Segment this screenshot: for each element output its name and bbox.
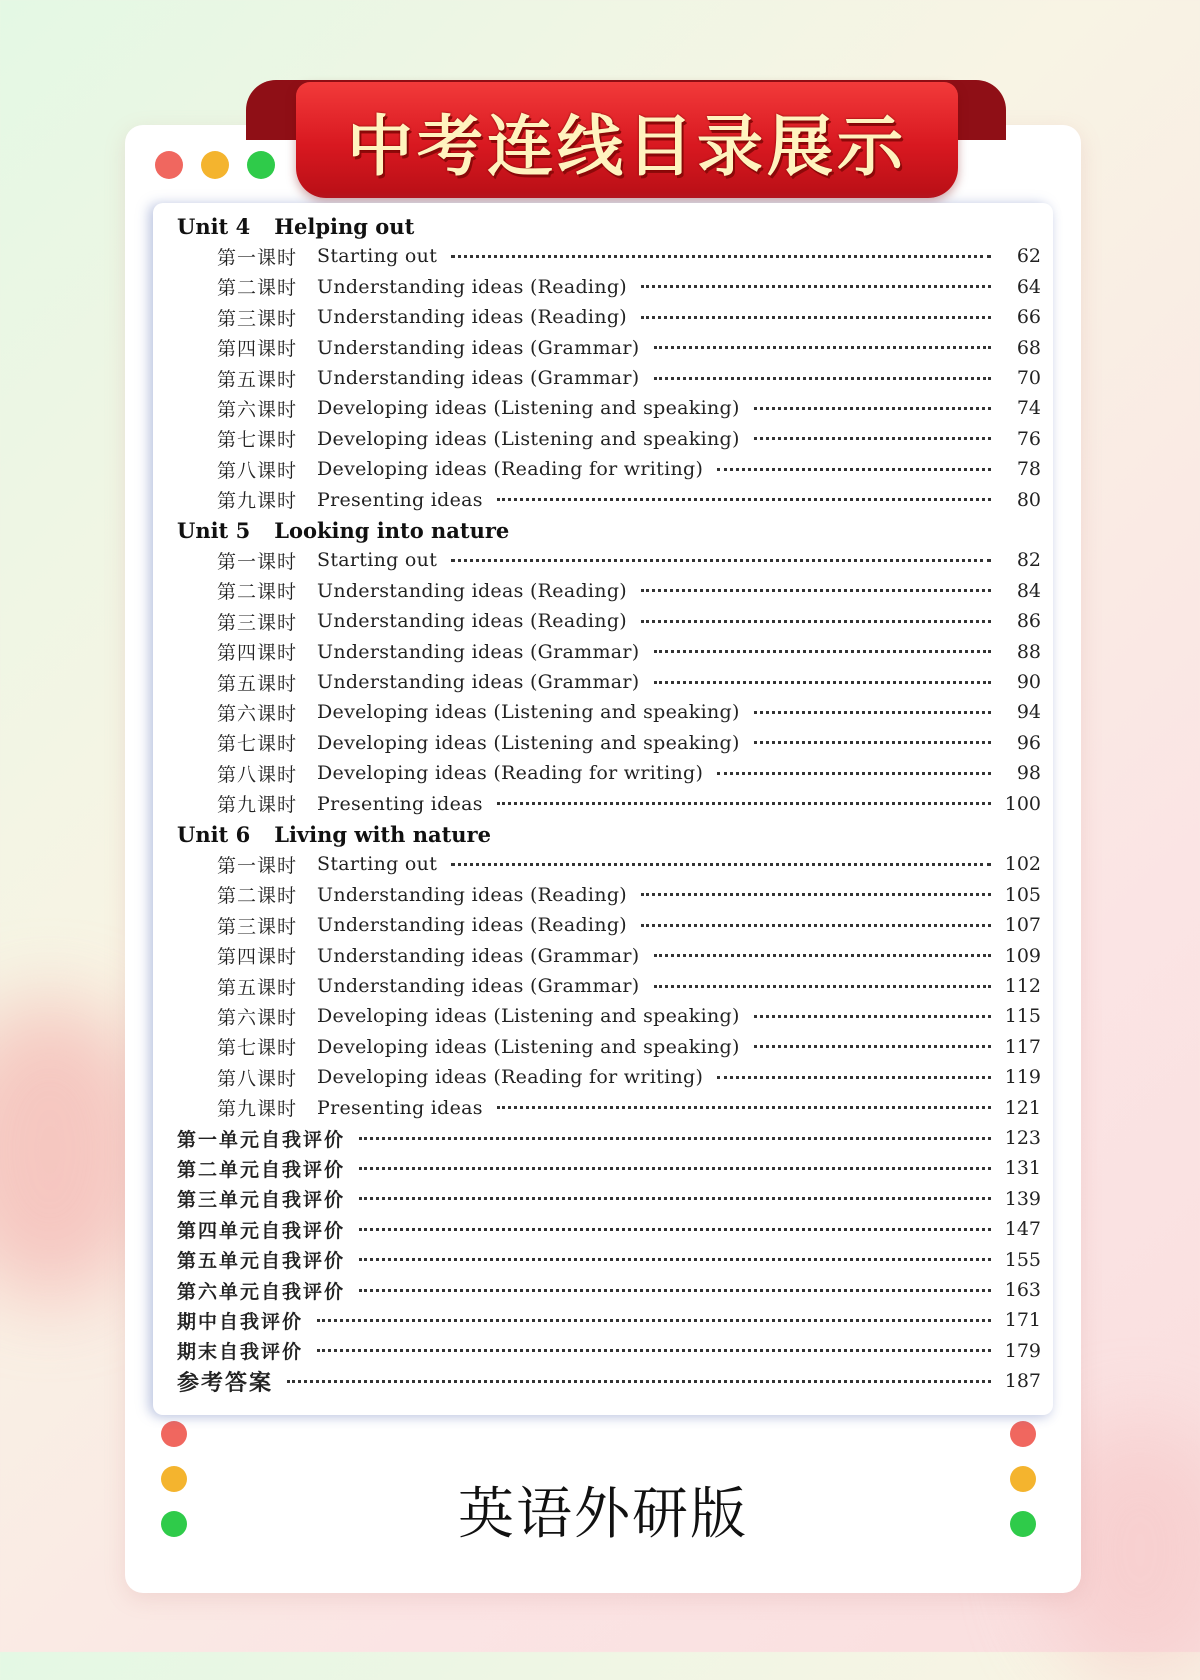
toc-entry[interactable]: [153, 485, 1053, 515]
page-number: 78: [1016, 458, 1041, 481]
dot-leader: [717, 468, 991, 471]
toc-section-entry[interactable]: [153, 1214, 1053, 1244]
dot-leader: [287, 1380, 991, 1383]
page-number: 112: [1004, 975, 1041, 997]
unit-heading: [153, 515, 1053, 545]
dot-leader: [317, 1319, 991, 1322]
page-number: 88: [1016, 640, 1041, 663]
lesson-number: 第二课时: [217, 885, 298, 908]
section-title: 参考答案: [177, 1370, 274, 1396]
page-number: 86: [1016, 610, 1041, 633]
lesson-title: Developing ideas (Reading for writing): [317, 1066, 704, 1089]
toc-entry[interactable]: [153, 241, 1053, 271]
lesson-title: Developing ideas (Listening and speaking): [317, 1005, 740, 1028]
toc-entry[interactable]: [153, 941, 1053, 971]
dot-leader: [754, 437, 991, 440]
lesson-number: 第九课时: [217, 490, 298, 513]
dot-leader: [654, 954, 991, 957]
page-number: 84: [1016, 579, 1041, 602]
page-number: 96: [1016, 731, 1041, 754]
lesson-title: Understanding ideas (Reading): [317, 914, 628, 937]
toc-entry[interactable]: [153, 789, 1053, 819]
page-number: 105: [1004, 883, 1041, 906]
dot-leader: [641, 620, 991, 623]
lesson-number: 第八课时: [217, 1067, 298, 1090]
page-number: 187: [1004, 1370, 1041, 1393]
toc-entry[interactable]: [153, 910, 1053, 940]
page-number: 139: [1004, 1187, 1041, 1210]
unit-label: Unit 6: [177, 821, 251, 847]
lesson-number: 第六课时: [217, 398, 298, 421]
table-of-contents: [153, 203, 1053, 1415]
toc-entry[interactable]: [153, 637, 1053, 667]
dot-leader: [359, 1137, 991, 1140]
toc-entry[interactable]: [153, 1001, 1053, 1031]
lesson-number: 第二课时: [217, 277, 298, 300]
toc-entry[interactable]: [153, 1032, 1053, 1062]
section-title: 期末自我评价: [177, 1341, 304, 1364]
lesson-title: Understanding ideas (Grammar): [317, 944, 640, 967]
toc-entry[interactable]: [153, 1093, 1053, 1123]
toc-entry[interactable]: [153, 849, 1053, 879]
page-number: 70: [1016, 367, 1041, 389]
page-number: 102: [1004, 853, 1041, 876]
unit-heading: [153, 819, 1053, 849]
toc-section-entry[interactable]: [153, 1366, 1053, 1396]
toc-entry[interactable]: [153, 1062, 1053, 1092]
section-title: 第三单元自我评价: [177, 1189, 346, 1212]
dot-leader: [641, 589, 991, 592]
dot-leader: [754, 1015, 991, 1018]
dot-leader: [317, 1349, 991, 1352]
unit-label: Unit 4: [177, 213, 251, 239]
toc-section-entry[interactable]: [153, 1123, 1053, 1153]
page-number: 163: [1004, 1279, 1041, 1301]
lesson-title: Understanding ideas (Reading): [317, 275, 628, 298]
lesson-title: Presenting ideas: [317, 1096, 483, 1119]
page-number: 109: [1004, 944, 1041, 967]
unit-heading: [153, 211, 1053, 241]
unit-title: Living with nature: [274, 821, 491, 847]
lesson-title: Developing ideas (Listening and speaking): [317, 1035, 740, 1058]
dot-leader: [451, 559, 991, 562]
dot-leader: [359, 1289, 991, 1292]
page-number: 100: [1004, 792, 1041, 815]
lesson-number: 第四课时: [217, 946, 298, 969]
page-number: 62: [1016, 245, 1041, 268]
toc-section-entry[interactable]: [153, 1336, 1053, 1366]
dot-leader: [654, 681, 991, 684]
dot-leader: [641, 316, 991, 319]
page-number: 155: [1004, 1248, 1041, 1271]
lesson-number: 第四课时: [217, 642, 298, 665]
maximize-dot-icon[interactable]: [247, 151, 275, 179]
page-number: 68: [1016, 336, 1041, 359]
dot-leader: [641, 285, 991, 288]
section-title: 第一单元自我评价: [177, 1128, 346, 1151]
lesson-title: Starting out: [317, 853, 438, 876]
dot-leader: [359, 1197, 991, 1200]
dot-leader: [654, 346, 991, 349]
window-controls: [155, 151, 275, 179]
page-number: 90: [1016, 671, 1041, 693]
toc-section-entry[interactable]: [153, 1153, 1053, 1183]
minimize-dot-icon[interactable]: [201, 151, 229, 179]
close-dot-icon[interactable]: [155, 151, 183, 179]
dot-leader: [654, 377, 991, 380]
lesson-number: 第九课时: [217, 1098, 298, 1121]
page-number: 107: [1004, 914, 1041, 937]
lesson-number: 第七课时: [217, 1037, 298, 1060]
lesson-title: Presenting ideas: [317, 792, 483, 815]
page-number: 94: [1016, 701, 1041, 724]
red-dot-icon: [161, 1421, 187, 1447]
toc-entry[interactable]: [153, 333, 1053, 363]
lesson-number: 第二课时: [217, 581, 298, 604]
lesson-title: Developing ideas (Reading for writing): [317, 762, 704, 785]
lesson-number: 第五课时: [217, 672, 298, 695]
lesson-title: Developing ideas (Listening and speaking): [317, 731, 740, 754]
page-number: 123: [1004, 1127, 1041, 1149]
dot-leader: [654, 985, 991, 988]
lesson-title: Understanding ideas (Reading): [317, 579, 628, 602]
lesson-title: Understanding ideas (Grammar): [317, 640, 640, 663]
banner-title: 中考连线目录展示: [347, 107, 907, 185]
dot-leader: [497, 498, 991, 501]
toc-entry[interactable]: [153, 971, 1053, 1001]
dot-leader: [754, 1045, 991, 1048]
lesson-title: Understanding ideas (Grammar): [317, 975, 640, 997]
lesson-number: 第六课时: [217, 1006, 298, 1029]
lesson-number: 第一课时: [217, 854, 298, 877]
dot-leader: [717, 772, 991, 775]
toc-entry[interactable]: [153, 576, 1053, 606]
edition-label: 英语外研版: [458, 1482, 748, 1547]
lesson-number: 第八课时: [217, 459, 298, 482]
page-number: 147: [1004, 1218, 1041, 1241]
page-number: 80: [1016, 488, 1041, 511]
page-number: 117: [1004, 1035, 1041, 1058]
toc-entry[interactable]: [153, 454, 1053, 484]
toc-section-entry[interactable]: [153, 1245, 1053, 1275]
dot-leader: [451, 863, 991, 866]
lesson-title: Understanding ideas (Grammar): [317, 671, 640, 693]
lesson-title: Presenting ideas: [317, 488, 483, 511]
lesson-number: 第五课时: [217, 976, 298, 999]
dot-leader: [359, 1167, 991, 1170]
toc-entry[interactable]: [153, 363, 1053, 393]
lesson-number: 第三课时: [217, 307, 298, 330]
dot-leader: [754, 741, 991, 744]
dot-leader: [654, 650, 991, 653]
unit-label: Unit 5: [177, 517, 251, 543]
toc-entry[interactable]: [153, 758, 1053, 788]
dot-leader: [451, 255, 991, 258]
page-number: 171: [1004, 1309, 1041, 1332]
dot-leader: [641, 893, 991, 896]
page-number: 131: [1004, 1157, 1041, 1180]
lesson-title: Understanding ideas (Grammar): [317, 336, 640, 359]
dot-leader: [497, 802, 991, 805]
lesson-number: 第三课时: [217, 915, 298, 938]
toc-entry[interactable]: [153, 545, 1053, 575]
section-title: 期中自我评价: [177, 1310, 304, 1333]
page-number: 76: [1016, 427, 1041, 450]
dot-leader: [717, 1076, 991, 1079]
lesson-title: Understanding ideas (Reading): [317, 306, 628, 329]
lesson-title: Developing ideas (Listening and speaking): [317, 397, 740, 420]
page-number: 121: [1004, 1096, 1041, 1119]
toc-section-entry[interactable]: [153, 1275, 1053, 1305]
toc-section-entry[interactable]: [153, 1305, 1053, 1335]
page-number: 179: [1004, 1339, 1041, 1362]
lesson-number: 第五课时: [217, 368, 298, 391]
toc-section-entry[interactable]: [153, 1184, 1053, 1214]
section-title: 第四单元自我评价: [177, 1219, 346, 1242]
unit-title: Helping out: [274, 213, 415, 239]
dot-leader: [497, 1106, 991, 1109]
dot-leader: [754, 711, 991, 714]
toc-entry[interactable]: [153, 697, 1053, 727]
toc-entry[interactable]: [153, 606, 1053, 636]
lesson-title: Understanding ideas (Grammar): [317, 367, 640, 389]
toc-entry[interactable]: [153, 880, 1053, 910]
page-number: 74: [1016, 397, 1041, 420]
lesson-number: 第八课时: [217, 763, 298, 786]
dot-leader: [359, 1258, 991, 1261]
lesson-title: Developing ideas (Listening and speaking): [317, 427, 740, 450]
section-title: 第五单元自我评价: [177, 1250, 346, 1273]
lesson-number: 第四课时: [217, 338, 298, 361]
dot-leader: [754, 407, 991, 410]
dot-leader: [641, 924, 991, 927]
section-title: 第二单元自我评价: [177, 1158, 346, 1181]
page-number: 115: [1004, 1005, 1041, 1028]
lesson-number: 第一课时: [217, 246, 298, 269]
lesson-number: 第九课时: [217, 794, 298, 817]
lesson-number: 第三课时: [217, 611, 298, 634]
lesson-number: 第七课时: [217, 733, 298, 756]
dot-leader: [359, 1228, 991, 1231]
toc-entry[interactable]: [153, 667, 1053, 697]
title-banner: [296, 82, 958, 198]
lesson-number: 第六课时: [217, 702, 298, 725]
lesson-title: Understanding ideas (Reading): [317, 610, 628, 633]
red-dot-icon: [1010, 1421, 1036, 1447]
toc-entry[interactable]: [153, 302, 1053, 332]
lesson-title: Starting out: [317, 245, 438, 268]
lesson-title: Developing ideas (Listening and speaking): [317, 701, 740, 724]
lesson-number: 第七课时: [217, 429, 298, 452]
lesson-title: Understanding ideas (Reading): [317, 883, 628, 906]
page-number: 98: [1016, 762, 1041, 785]
toc-entry[interactable]: [153, 272, 1053, 302]
section-title: 第六单元自我评价: [177, 1280, 346, 1303]
lesson-title: Developing ideas (Reading for writing): [317, 458, 704, 481]
lesson-title: Starting out: [317, 549, 438, 572]
unit-title: Looking into nature: [274, 517, 510, 543]
toc-entry[interactable]: [153, 728, 1053, 758]
page-number: 64: [1016, 275, 1041, 298]
lesson-number: 第一课时: [217, 550, 298, 573]
toc-entry[interactable]: [153, 393, 1053, 423]
page-number: 82: [1016, 549, 1041, 572]
toc-entry[interactable]: [153, 424, 1053, 454]
page-number: 119: [1004, 1066, 1041, 1089]
page-number: 66: [1016, 306, 1041, 329]
